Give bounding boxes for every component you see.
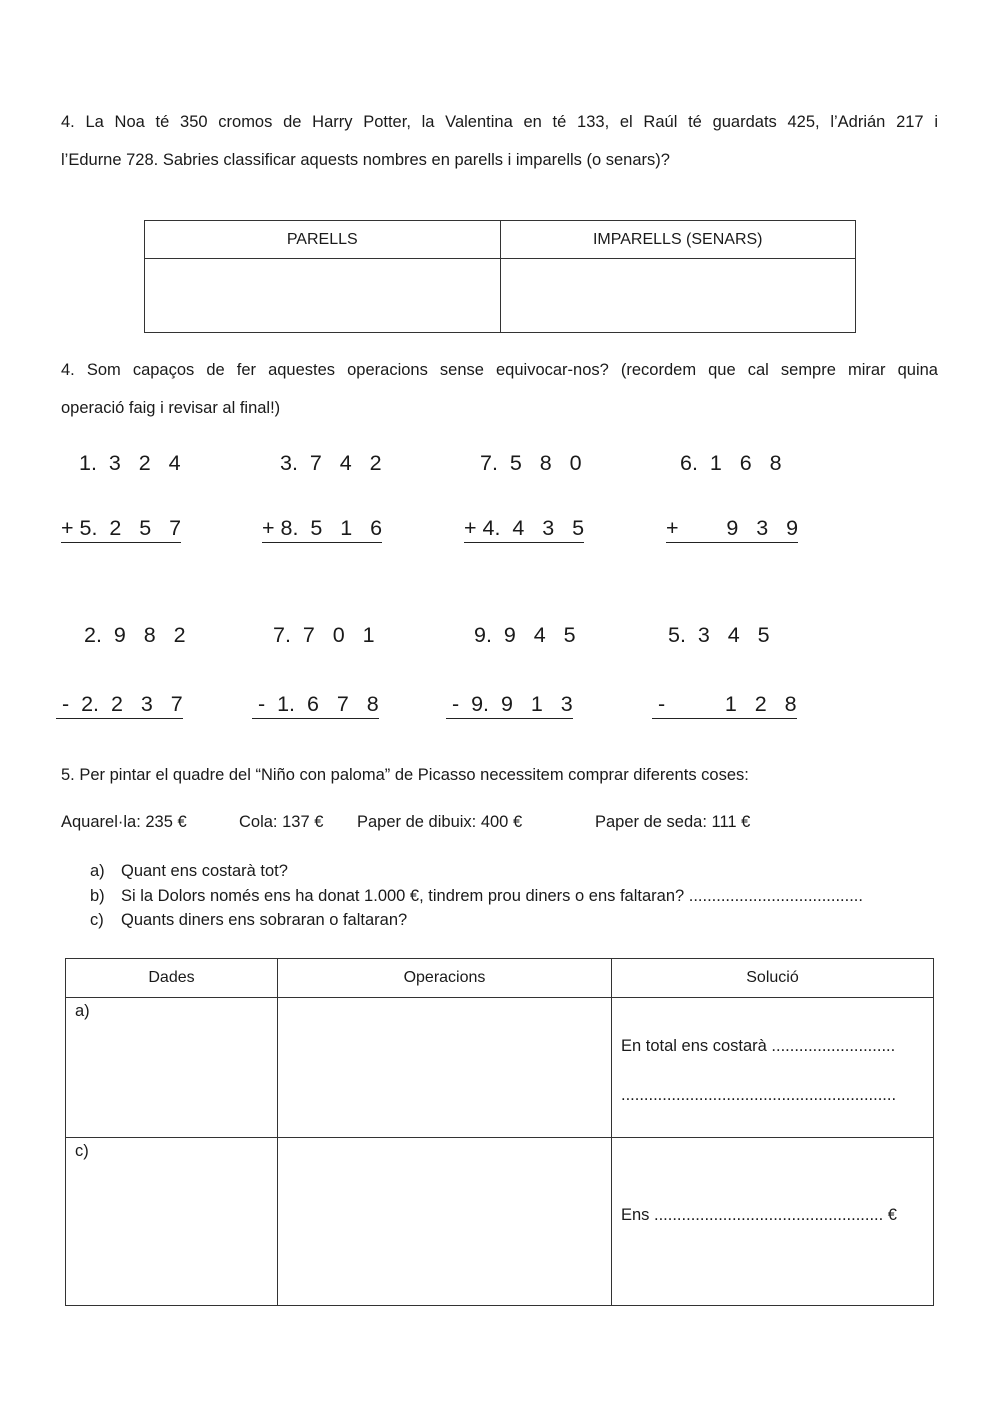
statement-line-2: operació faig i revisar al final!) <box>61 399 281 417</box>
solution-line-total: En total ens costarà ........................... <box>621 1037 896 1055</box>
row-label: a) <box>75 1002 90 1020</box>
operand-top: 3. 7 4 2 <box>280 451 382 475</box>
solution-line-ens: Ens .................................................. € <box>621 1206 897 1224</box>
statement-line-1: 4. Som capaços de fer aquestes operacions sense equivocar-nos? (recordem que cal sempre mirar quina <box>61 361 938 379</box>
header-parells: PARELLS <box>145 221 501 259</box>
operand-bottom: - 9. 9 1 3 <box>446 692 573 719</box>
operand-bottom: + 9 3 9 <box>666 516 798 543</box>
price-cola: Cola: 137 € <box>239 813 324 831</box>
row-label: c) <box>75 1142 89 1160</box>
question-text: Quant ens costarà tot? <box>121 862 288 880</box>
question-label: a) <box>90 862 105 880</box>
operacions-cell-a[interactable] <box>278 998 612 1138</box>
dades-cell-c[interactable] <box>66 1138 278 1306</box>
solution-table <box>65 958 934 1306</box>
statement-line-1: 4. La Noa té 350 cromos de Harry Potter, la Valentina en té 133, el Raúl té guardats 425, l’Adrián 217 i <box>61 113 938 131</box>
operand-bottom: - 1 2 8 <box>652 692 797 719</box>
header-operacions: Operacions <box>278 959 612 998</box>
operacions-cell-c[interactable] <box>278 1138 612 1306</box>
answer-cell-imparells[interactable] <box>500 259 856 333</box>
operand-bottom: + 8. 5 1 6 <box>262 516 382 543</box>
question-a <box>90 862 288 881</box>
header-imparells: IMPARELLS (SENARS) <box>500 221 856 259</box>
even-odd-table <box>144 220 856 333</box>
operand-top: 1. 3 2 4 <box>79 451 181 475</box>
question-c <box>90 911 407 930</box>
operand-bottom: - 1. 6 7 8 <box>252 692 379 719</box>
operand-top: 2. 9 8 2 <box>84 623 186 647</box>
solution-line-blank: ............................................................ <box>621 1086 897 1104</box>
intro-text: 5. Per pintar el quadre del “Niño con paloma” de Picasso necessitem comprar diferents coses: <box>61 766 749 784</box>
price-paper-dibuix: Paper de dibuix: 400 € <box>357 813 523 831</box>
operand-top: 7. 5 8 0 <box>480 451 582 475</box>
price-aquarela: Aquarel·la: 235 € <box>61 813 187 831</box>
statement-line-2: l’Edurne 728. Sabries classificar aquests nombres en parells i imparells (o senars)? <box>61 151 670 169</box>
operand-bottom: + 4. 4 3 5 <box>464 516 584 543</box>
price-paper-seda: Paper de seda: 111 € <box>595 813 751 831</box>
header-dades: Dades <box>66 959 278 998</box>
operand-bottom: - 2. 2 3 7 <box>56 692 183 719</box>
question-text: Quants diners ens sobraran o faltaran? <box>121 911 408 929</box>
question-label: c) <box>90 911 104 929</box>
question-text: Si la Dolors només ens ha donat 1.000 €, tindrem prou diners o ens faltaran? ...................................... <box>121 887 863 905</box>
operand-bottom: + 5. 2 5 7 <box>61 516 181 543</box>
solucio-cell-c[interactable] <box>612 1138 934 1306</box>
operand-top: 7. 7 0 1 <box>273 623 375 647</box>
operand-top: 5. 3 4 5 <box>668 623 770 647</box>
question-label: b) <box>90 887 105 905</box>
solucio-cell-a[interactable] <box>612 998 934 1138</box>
question-b <box>90 887 863 906</box>
operand-top: 6. 1 6 8 <box>680 451 782 475</box>
dades-cell-a[interactable] <box>66 998 278 1138</box>
operand-top: 9. 9 4 5 <box>474 623 576 647</box>
header-solucio: Solució <box>612 959 934 998</box>
exercise-5-intro <box>61 757 938 793</box>
answer-cell-parells[interactable] <box>145 259 501 333</box>
exercise-4b-statement <box>61 351 938 427</box>
exercise-4a-statement <box>61 103 938 179</box>
